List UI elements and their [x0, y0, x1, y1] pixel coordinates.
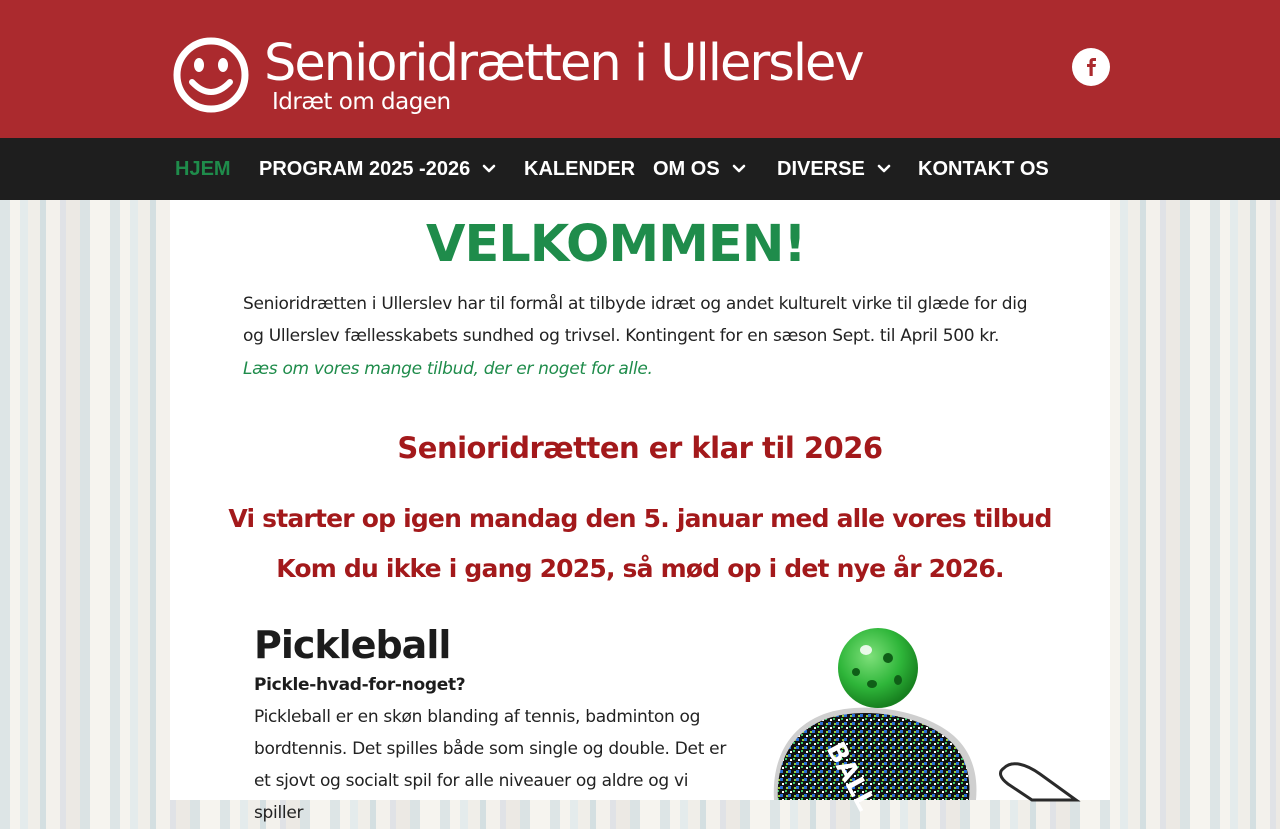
pickleball-title: Pickleball — [254, 623, 451, 667]
ready-heading: Senioridrætten er klar til 2026 — [397, 431, 883, 465]
nav-label: HJEM — [175, 157, 231, 180]
facebook-icon — [1085, 58, 1097, 76]
intro-text: Senioridrætten i Ullerslev har til formål at tilbyde idræt og andet kulturelt virke til glæde for dig og Ullerslev fællesskabets sundhed og trivsel. Kontingent for en sæson Sept. til April 500 kr. — [243, 294, 1028, 346]
site-header — [0, 0, 1280, 138]
nav-label: PROGRAM 2025 -2026 — [259, 157, 471, 180]
chevron-down-icon — [482, 164, 496, 174]
pickleball-paddle-icon — [764, 618, 1094, 816]
chevron-down-icon — [732, 164, 746, 174]
nav-label: DIVERSE — [777, 157, 865, 180]
start-heading: Vi starter op igen mandag den 5. januar med alle vores tilbud — [228, 504, 1052, 533]
intro-link[interactable]: Læs om vores mange tilbud, der er noget for alle. — [243, 359, 653, 379]
nav-item-kontakt-os[interactable] — [918, 138, 1049, 200]
nav-label: KONTAKT OS — [918, 157, 1049, 180]
smiley-icon — [172, 36, 250, 114]
nav-label: KALENDER — [524, 157, 636, 180]
main-content — [170, 200, 1110, 823]
site-logo[interactable] — [172, 36, 872, 118]
nav-item-om-os[interactable] — [653, 138, 746, 200]
come-heading: Kom du ikke i gang 2025, så mød op i det nye år 2026. — [276, 554, 1004, 583]
nav-label: OM OS — [653, 157, 720, 180]
paddle-text: BALL — [819, 737, 881, 816]
nav-item-diverse[interactable] — [777, 138, 891, 200]
site-tagline: Idræt om dagen — [272, 89, 451, 115]
main-navigation — [0, 138, 1280, 200]
chevron-down-icon — [877, 164, 891, 174]
welcome-title: VELKOMMEN! — [426, 215, 806, 274]
nav-item-program[interactable] — [259, 138, 496, 200]
site-title: Senioridrætten i Ullerslev — [264, 34, 863, 93]
pickleball-subtitle: Pickle-hvad-for-noget? — [254, 675, 466, 695]
nav-item-hjem[interactable] — [175, 138, 231, 200]
pickleball-text: Pickleball er en skøn blanding af tennis, badminton og bordtennis. Det spilles både som single og double. Det er et sjovt og socialt spil for alle niveauer og aldre og vi spiller — [254, 707, 727, 823]
facebook-button[interactable] — [1072, 48, 1110, 86]
nav-item-kalender[interactable] — [524, 138, 635, 200]
